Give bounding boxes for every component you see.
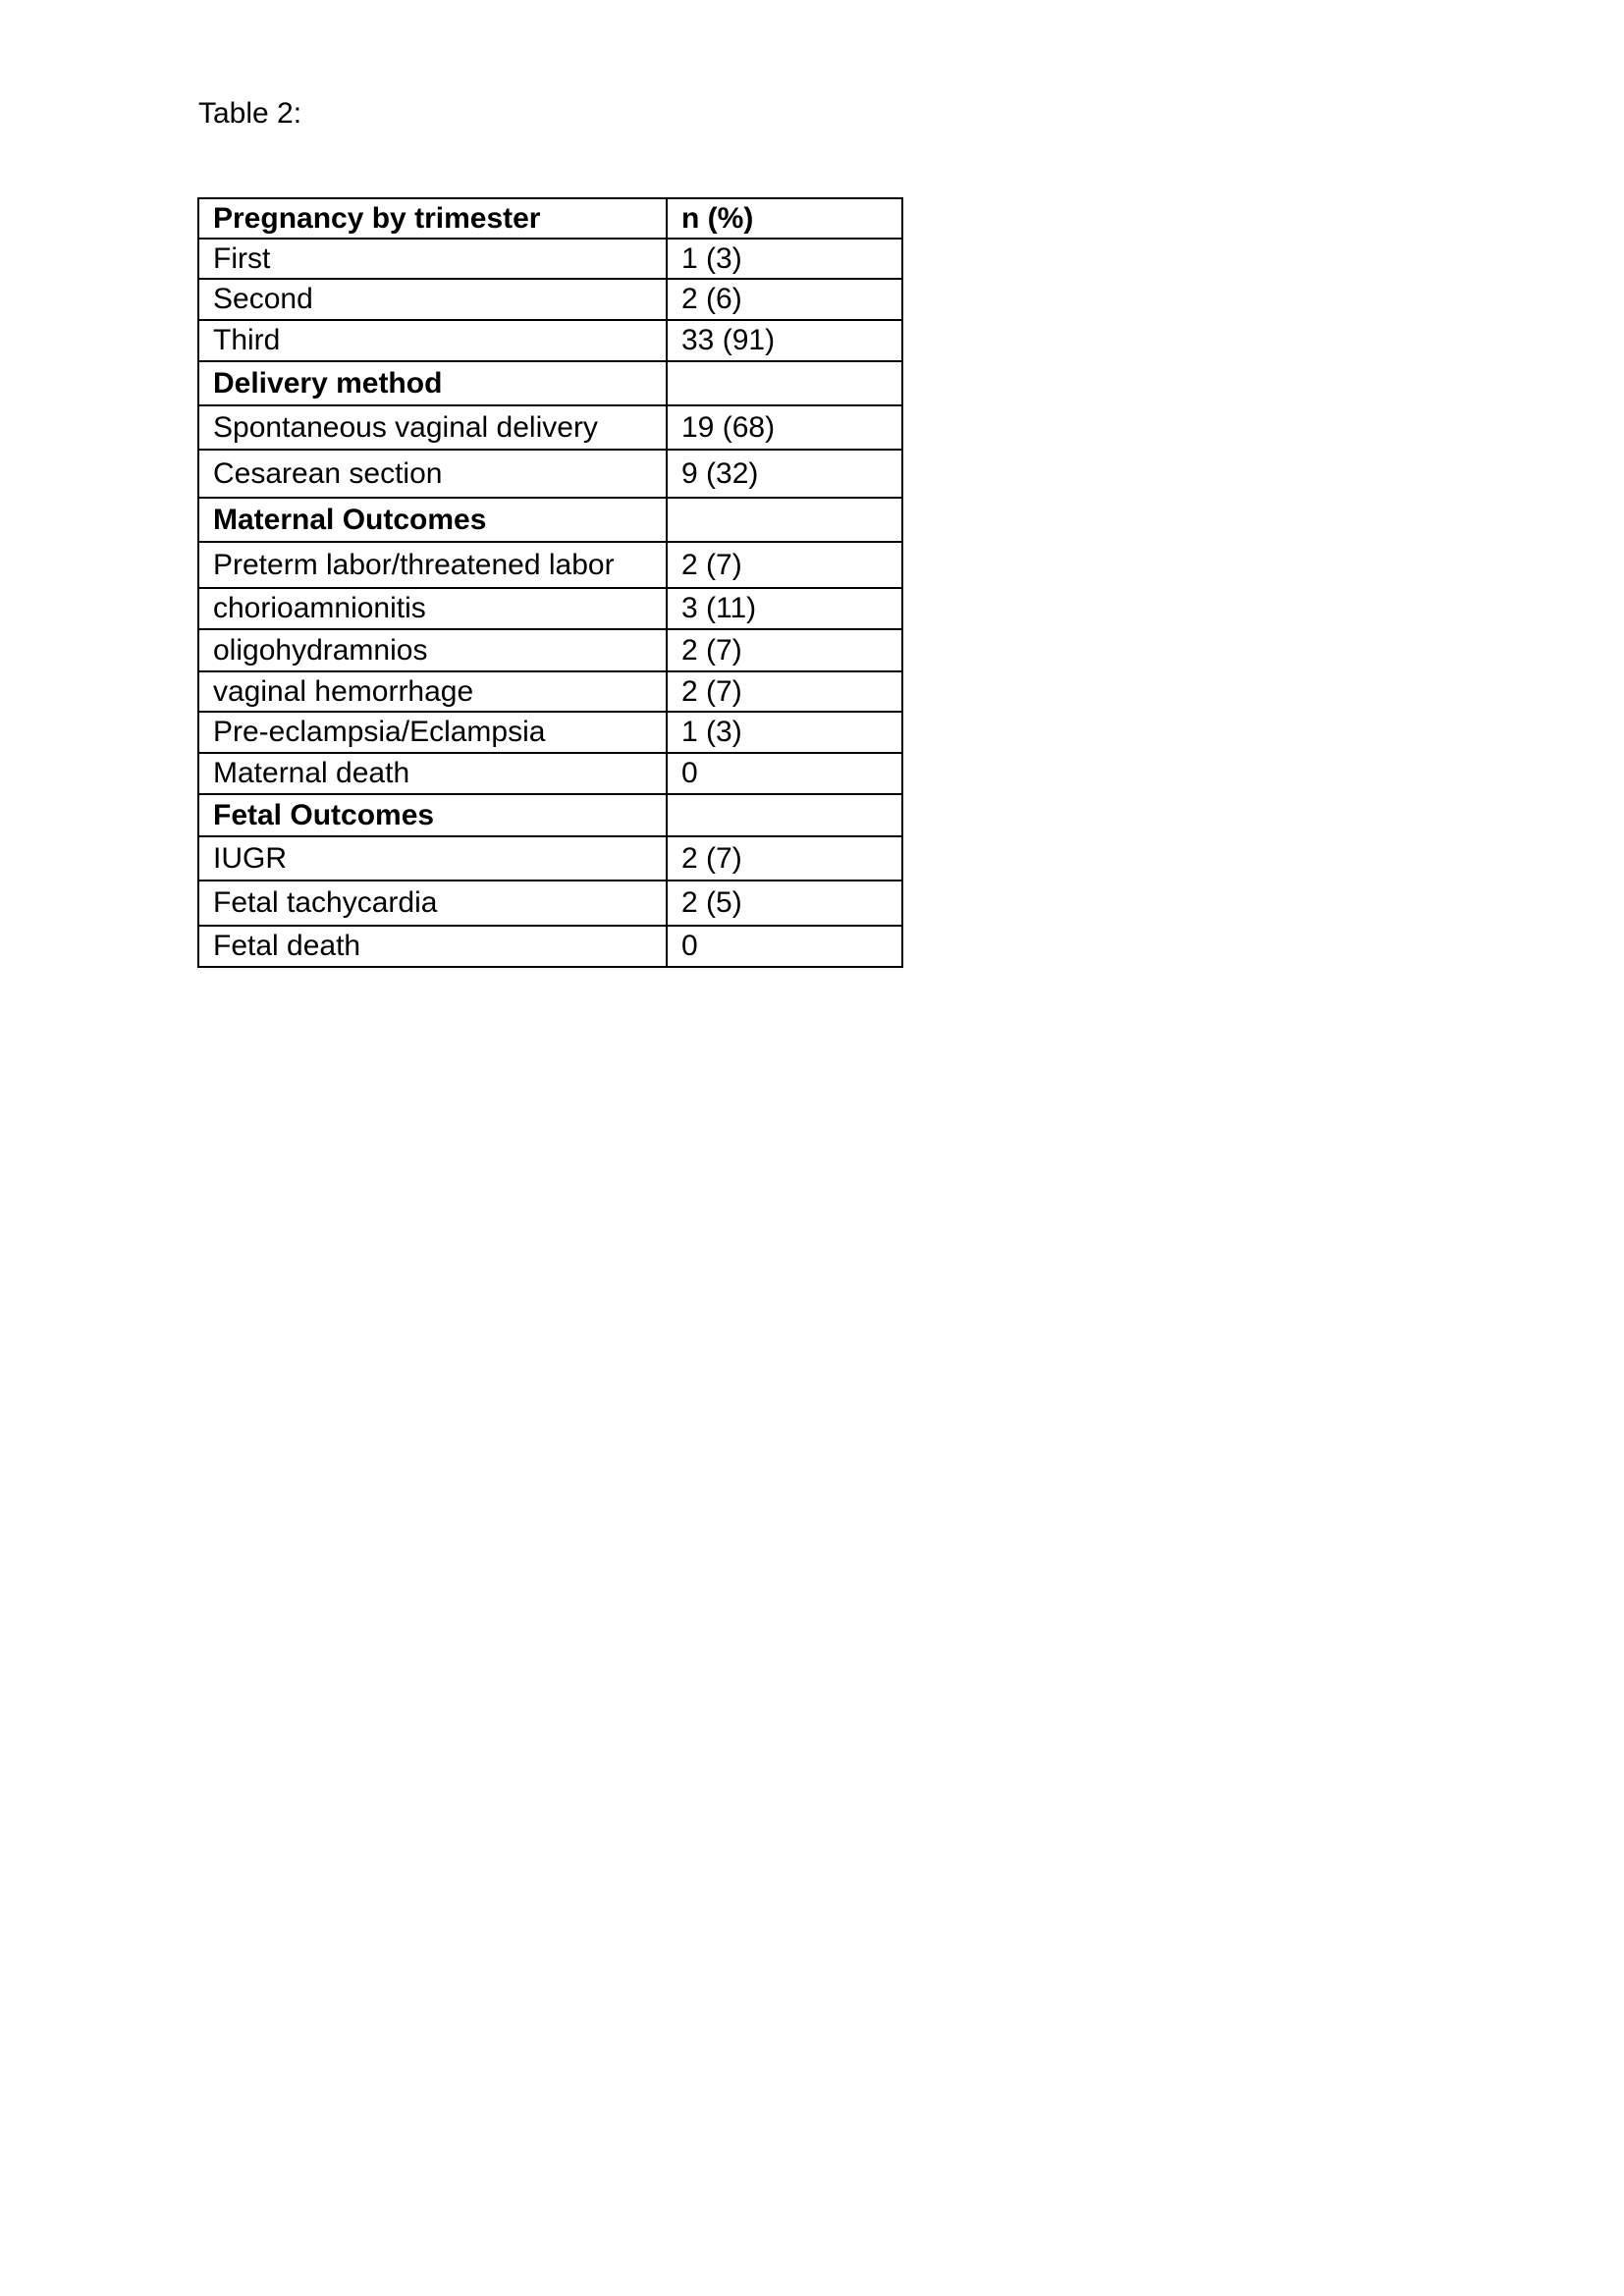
table-row bbox=[198, 671, 902, 712]
table-row bbox=[198, 542, 902, 588]
section-heading-cell: Maternal Outcomes bbox=[198, 498, 667, 542]
section-heading-row bbox=[198, 361, 902, 405]
table-row bbox=[198, 450, 902, 498]
row-label-cell: Third bbox=[198, 320, 667, 361]
row-label-cell: Preterm labor/threatened labor bbox=[198, 542, 667, 588]
row-label-cell: vaginal hemorrhage bbox=[198, 671, 667, 712]
table-row bbox=[198, 588, 902, 629]
table-row bbox=[198, 712, 902, 753]
row-value-cell bbox=[667, 361, 902, 405]
table-row bbox=[198, 279, 902, 320]
section-heading-cell: Fetal Outcomes bbox=[198, 794, 667, 836]
row-label-cell: IUGR bbox=[198, 836, 667, 881]
row-value-cell: 2 (7) bbox=[667, 542, 902, 588]
row-value-cell: 0 bbox=[667, 926, 902, 967]
row-value-cell: 33 (91) bbox=[667, 320, 902, 361]
row-value-cell: 2 (6) bbox=[667, 279, 902, 320]
table-row bbox=[198, 881, 902, 926]
row-label-cell: Pre-eclampsia/Eclampsia bbox=[198, 712, 667, 753]
row-value-cell bbox=[667, 794, 902, 836]
header-value-cell: n (%) bbox=[667, 198, 902, 239]
table-header-row bbox=[198, 198, 902, 239]
row-label-cell: Second bbox=[198, 279, 667, 320]
row-label-cell: First bbox=[198, 239, 667, 279]
row-label-cell: Maternal death bbox=[198, 753, 667, 794]
section-heading-cell: Delivery method bbox=[198, 361, 667, 405]
table-row bbox=[198, 926, 902, 967]
table-row bbox=[198, 239, 902, 279]
row-label-cell: Fetal tachycardia bbox=[198, 881, 667, 926]
row-value-cell: 9 (32) bbox=[667, 450, 902, 498]
row-value-cell: 2 (7) bbox=[667, 671, 902, 712]
outcomes-table bbox=[197, 197, 903, 968]
row-value-cell: 1 (3) bbox=[667, 239, 902, 279]
table-row bbox=[198, 836, 902, 881]
row-label-cell: Fetal death bbox=[198, 926, 667, 967]
row-value-cell: 2 (7) bbox=[667, 836, 902, 881]
row-label-cell: oligohydramnios bbox=[198, 629, 667, 671]
row-value-cell: 2 (5) bbox=[667, 881, 902, 926]
section-heading-row bbox=[198, 794, 902, 836]
row-value-cell bbox=[667, 498, 902, 542]
table-body bbox=[198, 198, 902, 967]
row-label-cell: Spontaneous vaginal delivery bbox=[198, 405, 667, 450]
row-label-cell: chorioamnionitis bbox=[198, 588, 667, 629]
row-value-cell: 19 (68) bbox=[667, 405, 902, 450]
table-row bbox=[198, 405, 902, 450]
row-value-cell: 1 (3) bbox=[667, 712, 902, 753]
header-label-cell: Pregnancy by trimester bbox=[198, 198, 667, 239]
row-value-cell: 2 (7) bbox=[667, 629, 902, 671]
table-row bbox=[198, 753, 902, 794]
table-row bbox=[198, 320, 902, 361]
table-caption: Table 2: bbox=[198, 97, 302, 130]
row-value-cell: 0 bbox=[667, 753, 902, 794]
row-value-cell: 3 (11) bbox=[667, 588, 902, 629]
table-row bbox=[198, 629, 902, 671]
section-heading-row bbox=[198, 498, 902, 542]
row-label-cell: Cesarean section bbox=[198, 450, 667, 498]
